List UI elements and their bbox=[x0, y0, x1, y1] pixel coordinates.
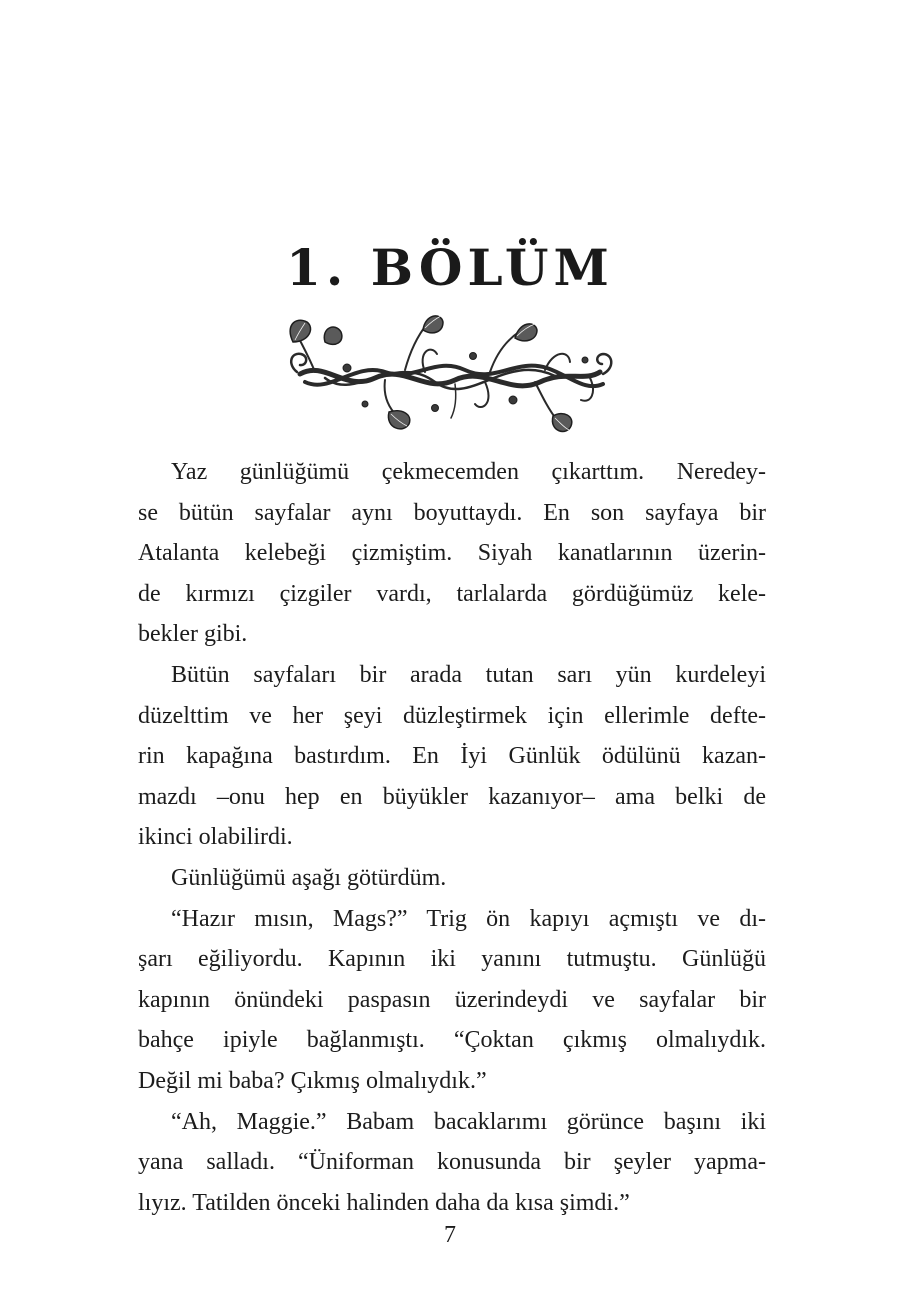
paragraph bbox=[138, 452, 766, 655]
text-line: se bütün sayfalar aynı boyuttaydı. En son sayfaya bir bbox=[138, 499, 766, 526]
paragraph bbox=[138, 899, 766, 1102]
paragraph bbox=[138, 1102, 766, 1224]
text-line: “Hazır mısın, Mags?” Trig ön kapıyı açmıştı ve dı- bbox=[171, 905, 766, 932]
page-number: 7 bbox=[444, 1222, 456, 1248]
text-line: rin kapağına bastırdım. En İyi Günlük ödülünü kazan- bbox=[138, 743, 766, 770]
text-line: kapının önündeki paspasın üzerindeydi ve sayfalar bir bbox=[138, 986, 766, 1013]
text-line: yana salladı. “Üniforman konusunda bir şeyler yapma- bbox=[138, 1149, 766, 1176]
text-line: bahçe ipiyle bağlanmıştı. “Çoktan çıkmış olmalıydık. bbox=[138, 1027, 766, 1054]
text-line: bekler gibi. bbox=[138, 621, 248, 648]
text-line: düzelttim ve her şeyi düzleştirmek için ellerimle defte- bbox=[138, 702, 766, 729]
text-line: de kırmızı çizgiler vardı, tarlalarda gördüğümüz kele- bbox=[138, 580, 766, 607]
text-line: Günlüğümü aşağı götürdüm. bbox=[171, 864, 447, 891]
paragraph bbox=[138, 655, 766, 858]
text-line: “Ah, Maggie.” Babam bacaklarımı görünce başını iki bbox=[171, 1108, 766, 1135]
text-line: şarı eğiliyordu. Kapının iki yanını tutmuştu. Günlüğü bbox=[138, 946, 766, 973]
text-line: lıyız. Tatilden önceki halinden daha da kısa şimdi.” bbox=[138, 1189, 630, 1216]
paragraph bbox=[138, 858, 766, 899]
text-line: ikinci olabilirdi. bbox=[138, 824, 293, 851]
vine-ornament-icon bbox=[285, 312, 615, 437]
text-line: Bütün sayfaları bir arada tutan sarı yün kurdeleyi bbox=[171, 661, 766, 688]
text-line: mazdı –onu hep en büyükler kazanıyor– ama belki de bbox=[138, 783, 766, 810]
text-line: Değil mi baba? Çıkmış olmalıydık.” bbox=[138, 1067, 487, 1094]
text-line: Yaz günlüğümü çekmecemden çıkarttım. Neredey- bbox=[171, 459, 766, 485]
text-line: Atalanta kelebeği çizmiştim. Siyah kanatlarının üzerin- bbox=[138, 540, 766, 567]
chapter-title: 1. BÖLÜM bbox=[286, 238, 614, 297]
body-text bbox=[138, 452, 766, 1223]
